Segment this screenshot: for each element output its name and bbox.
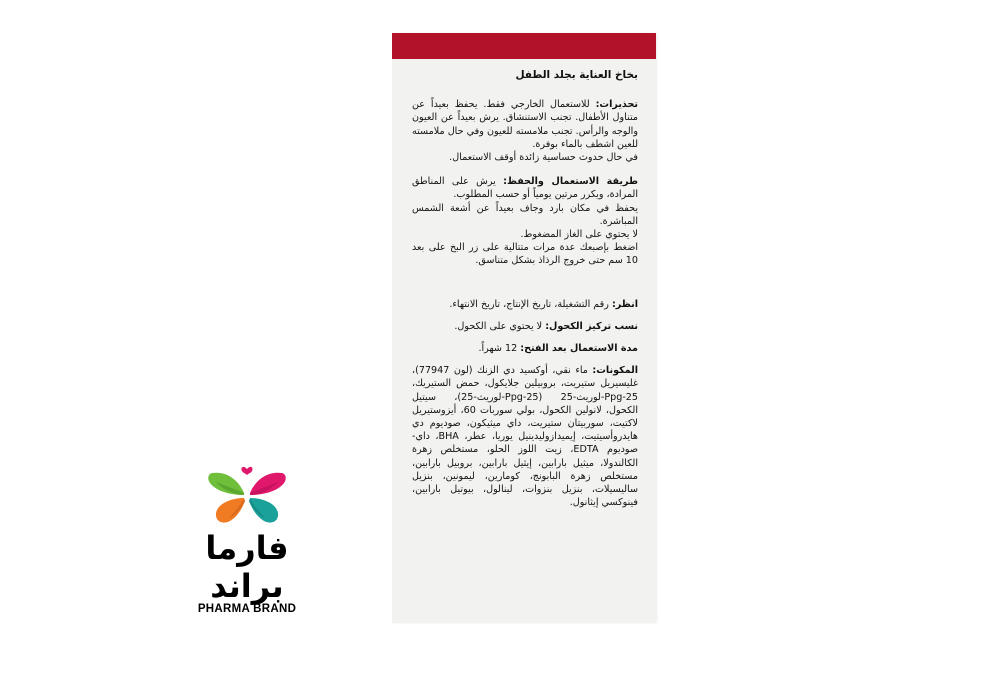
usage-text: يرش على المناطق المرادة، ويكرر مرتين يومياً أو حسب المطلوب.	[412, 176, 638, 201]
warnings-label: تحذيرات:	[595, 99, 638, 111]
see-label: انظر:	[611, 298, 638, 310]
logo-english-text: PHARMA BRAND	[197, 603, 297, 615]
see-paragraph	[412, 298, 638, 311]
period-label: مدة الاستعمال بعد الفتح:	[520, 343, 638, 355]
product-title: بخاخ العناية بجلد الطفل	[515, 69, 638, 81]
storage-text: يحفظ في مكان بارد وجاف بعيداً عن أشعة الشمس المباشرة.	[412, 202, 638, 227]
butterfly-icon	[204, 465, 290, 527]
press-text: اضغط بإصبعك عدة مرات متتالية على زر البخ على بعد 10 سم حتى خروج الرذاذ بشكل متناسق.	[412, 242, 638, 267]
usage-label: طريقة الاستعمال والحفظ:	[503, 176, 638, 188]
alcohol-text: لا يحتوي على الكحول.	[454, 320, 546, 332]
product-box	[392, 33, 656, 623]
logo-arabic-text: فارما براند	[205, 529, 289, 605]
ingredients-text: ماء نقي، أوكسيد دي الزنك (لون 77947)، غليسيريل ستيريت، بروبيلين جلايكول، حمض الستيريك، Ppg-25-لوريث-25 (Ppg-25-لوريث-25)، سيتيل الكحول، لانولين الكحول، بولي سوربات 60، أيزوستيريل لاكتيت، سوربيتان ستيريت، داي ميثيكون، صوديوم دي هايدروأسيتيت، إيميدازوليدينيل يوريا، عطر، BHA، داي-صوديوم EDTA، زيت اللوز الحلو، مستخلص زهرة الكالندولا، ميثيل بارابين، إيثيل بارابين، بروبيل بارابين، مستخلص زهرة البابونج، كومارين، ليمونين، بنزيل ساليسيلات، بنزيل بنزوات، لينالول، بيوتيل بارابين، فينوكسي إيثانول.	[412, 365, 638, 509]
alcohol-paragraph	[412, 320, 638, 333]
period-paragraph	[412, 342, 638, 355]
warnings-extra: في حال حدوث حساسية زائدة أوقف الاستعمال.	[449, 152, 638, 164]
ingredients-label: المكونات:	[592, 365, 638, 377]
red-band	[392, 33, 656, 59]
usage-paragraph	[412, 175, 638, 201]
gas-text: لا يحتوي على الغاز المضغوط.	[520, 229, 638, 241]
warnings-paragraph	[412, 98, 638, 151]
pharma-brand-logo	[186, 465, 308, 615]
see-text: رقم التشغيلة، تاريخ الإنتاج، تاريخ الانتهاء.	[449, 298, 612, 310]
alcohol-label: نسب تركيز الكحول:	[545, 320, 638, 332]
period-text: 12 شهراً.	[478, 343, 521, 355]
warnings-text: للاستعمال الخارجي فقط. يحفظ بعيداً عن متناول الأطفال. تجنب الاستنشاق. يرش بعيداً عن العيون والوجه والرأس. تجنب ملامسته للعيون وفي حال ملامسته للعين اشطف بالماء بوفرة.	[412, 99, 638, 150]
ingredients-paragraph	[412, 364, 638, 509]
label-text	[412, 69, 638, 509]
